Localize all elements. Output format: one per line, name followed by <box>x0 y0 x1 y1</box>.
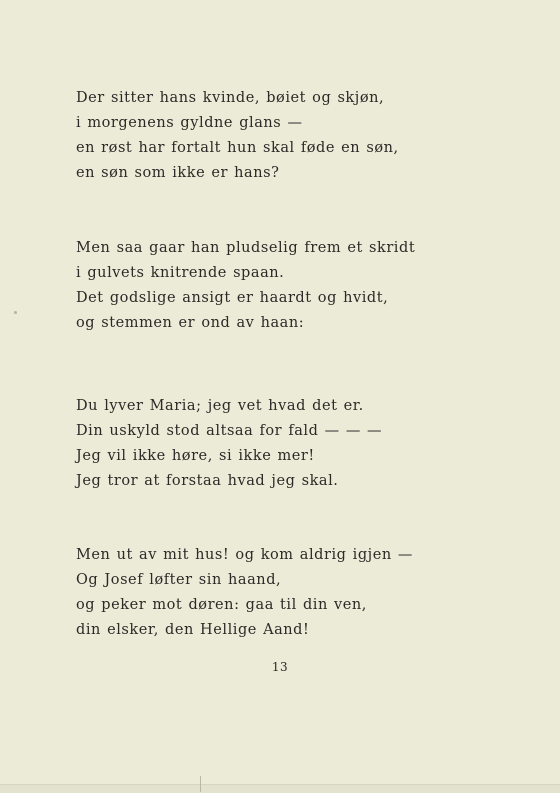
poem-line: og stemmen er ond av haan: <box>76 315 305 331</box>
poem-line: Jeg tror at forstaa hvad jeg skal. <box>76 473 339 489</box>
page-edge-mark <box>200 776 201 792</box>
stanza-1 <box>76 86 399 186</box>
poem-line: Men saa gaar han pludselig frem et skridt <box>76 240 416 256</box>
poem-line: Jeg vil ikke høre, si ikke mer! <box>76 448 315 464</box>
stanza-4 <box>76 543 413 643</box>
poem-line: Og Josef løfter sin haand, <box>76 572 282 588</box>
poem-line: Der sitter hans kvinde, bøiet og skjøn, <box>76 90 385 106</box>
page-number: 13 <box>271 660 289 674</box>
poem-line: i gulvets knitrende spaan. <box>76 265 285 281</box>
poem-line: i morgenens gyldne glans — <box>76 115 303 131</box>
paper-speck <box>14 311 17 314</box>
poem-line: Din uskyld stod altsaa for fald — — — <box>76 423 383 439</box>
poem-line: Men ut av mit hus! og kom aldrig igjen — <box>76 547 413 563</box>
poem-line: og peker mot døren: gaa til din ven, <box>76 597 367 613</box>
stanza-2 <box>76 236 415 336</box>
poem-line: Du lyver Maria; jeg vet hvad det er. <box>76 398 364 414</box>
poem-line: din elsker, den Hellige Aand! <box>76 622 310 638</box>
stanza-3 <box>76 394 382 494</box>
poem-line: en søn som ikke er hans? <box>76 165 280 181</box>
poem-line: Det godslige ansigt er haardt og hvidt, <box>76 290 389 306</box>
poem-line: en røst har fortalt hun skal føde en søn, <box>76 140 399 156</box>
